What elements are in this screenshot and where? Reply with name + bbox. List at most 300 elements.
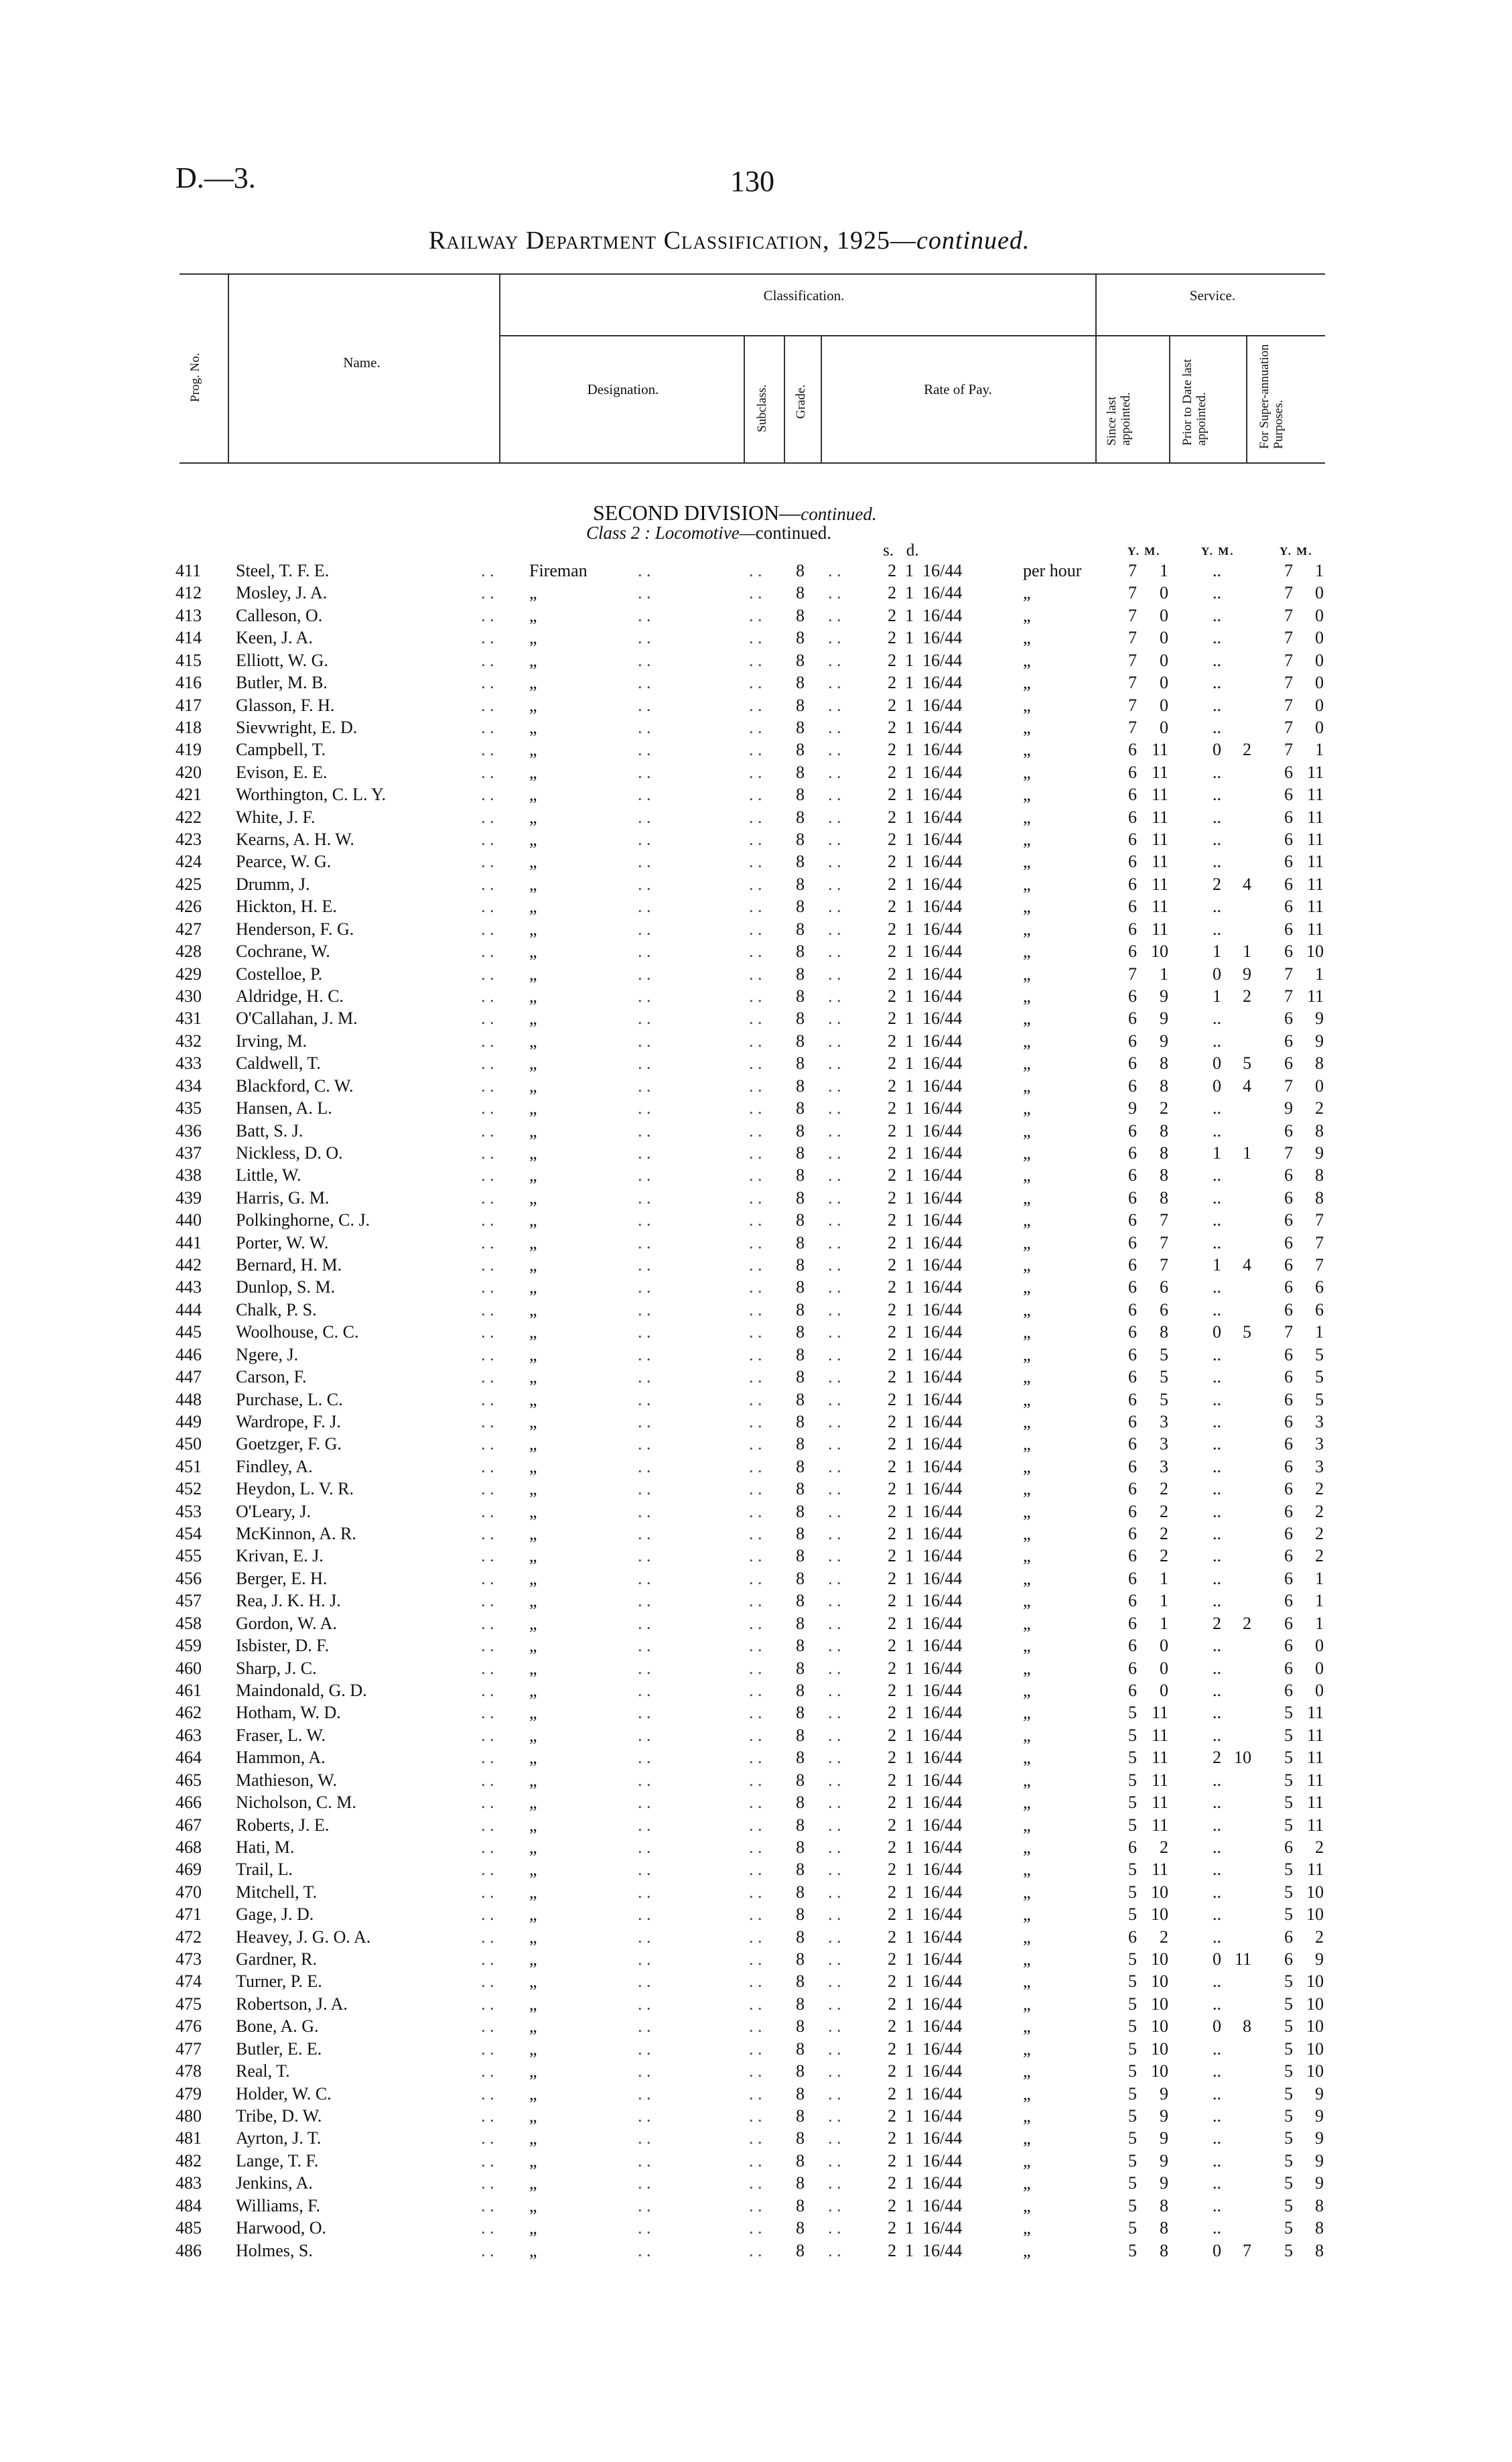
dot-leader: . . (481, 1143, 494, 1163)
dot-leader: . . (638, 2240, 651, 2260)
since-months-cell: 7 (1160, 1232, 1168, 1252)
table-row (0, 940, 1512, 963)
dot-leader: . . (828, 762, 841, 782)
rate-cell: 2 1 16/44 (888, 1501, 963, 1521)
dot-leader: . . (638, 1681, 651, 1700)
prior-years-cell: .. (1213, 1031, 1221, 1051)
super-years-cell: 6 (1284, 1591, 1293, 1611)
dot-leader: . . (828, 2173, 841, 2193)
page-number: 130 (730, 165, 774, 198)
since-years-cell: 6 (1128, 1636, 1137, 1656)
since-years-cell: 6 (1128, 1568, 1137, 1588)
since-months-cell: 2 (1160, 1927, 1168, 1947)
super-months-cell: 1 (1315, 561, 1324, 580)
rate-unit-cell: „ (1023, 1456, 1031, 1476)
grade-cell: 8 (796, 762, 805, 782)
super-years-cell: 5 (1284, 2195, 1293, 2215)
rate-cell: 2 1 16/44 (888, 785, 963, 805)
rate-cell: 2 1 16/44 (888, 1120, 963, 1141)
prior-years-cell: .. (1213, 1703, 1221, 1723)
rate-unit-cell: „ (1023, 650, 1031, 670)
name-cell: Dunlop, S. M. (236, 1277, 336, 1297)
prog-no-cell: 478 (176, 2061, 202, 2081)
name-cell: Fraser, L. W. (236, 1725, 326, 1745)
dot-leader: . . (828, 1882, 841, 1902)
since-years-cell: 5 (1128, 1703, 1137, 1723)
designation-cell: „ (529, 852, 537, 872)
super-months-cell: 6 (1315, 1299, 1324, 1319)
prog-no-cell: 424 (176, 852, 202, 872)
since-years-cell: 7 (1128, 561, 1137, 580)
dot-leader: . . (638, 1344, 651, 1364)
super-years-cell: 6 (1284, 1232, 1293, 1252)
rate-unit-cell: „ (1023, 919, 1031, 939)
table-row (0, 1500, 1512, 1523)
rate-cell: 2 1 16/44 (888, 1591, 963, 1611)
since-years-cell: 6 (1128, 1344, 1137, 1364)
super-months-cell: 0 (1315, 1681, 1324, 1700)
rate-cell: 2 1 16/44 (888, 1994, 963, 2014)
name-cell: Steel, T. F. E. (236, 561, 330, 580)
dot-leader: . . (481, 762, 494, 782)
dot-leader: . . (481, 717, 494, 737)
super-months-cell: 7 (1315, 1232, 1324, 1252)
rate-cell: 2 1 16/44 (888, 583, 963, 603)
dot-leader: . . (638, 1904, 651, 1925)
header-prog-no: Prog. No. (188, 352, 202, 402)
super-years-cell: 6 (1284, 1434, 1293, 1454)
rate-unit-cell: „ (1023, 695, 1031, 715)
super-months-cell: 5 (1315, 1344, 1324, 1364)
since-years-cell: 7 (1128, 605, 1137, 625)
header-divider (821, 335, 822, 462)
rate-cell: 2 1 16/44 (888, 1681, 963, 1700)
table-row (0, 1679, 1512, 1702)
table-row (0, 2105, 1512, 2128)
since-months-cell: 8 (1160, 1120, 1168, 1141)
rate-unit-cell: „ (1023, 1344, 1031, 1364)
dot-leader: . . (828, 1344, 841, 1364)
prior-months-cell: 4 (1243, 1076, 1251, 1096)
rate-cell: 2 1 16/44 (888, 830, 963, 850)
since-months-cell: 11 (1151, 1815, 1168, 1835)
designation-cell: „ (529, 1322, 537, 1342)
rate-cell: 2 1 16/44 (888, 1860, 963, 1880)
table-row (0, 1187, 1512, 1210)
dot-leader: . . (638, 1524, 651, 1544)
since-years-cell: 6 (1128, 1367, 1137, 1387)
since-months-cell: 2 (1160, 1546, 1168, 1566)
dot-leader: . . (828, 2038, 841, 2059)
designation-cell: „ (529, 1255, 537, 1275)
since-years-cell: 6 (1128, 852, 1137, 872)
dot-leader: . . (481, 1971, 494, 1992)
dot-leader: . . (828, 628, 841, 648)
rate-cell: 2 1 16/44 (888, 1456, 963, 1476)
rate-cell: 2 1 16/44 (888, 1367, 963, 1387)
name-cell: Heavey, J. G. O. A. (236, 1927, 371, 1947)
rate-cell: 2 1 16/44 (888, 2240, 963, 2260)
dot-leader: . . (481, 1411, 494, 1431)
since-years-cell: 5 (1128, 1994, 1137, 2014)
since-years-cell: 5 (1128, 2218, 1137, 2238)
dot-leader: . . (828, 695, 841, 715)
name-cell: Evison, E. E. (236, 762, 328, 782)
since-years-cell: 6 (1128, 1434, 1137, 1454)
dot-leader: . . (828, 1725, 841, 1745)
super-months-cell: 8 (1315, 1165, 1324, 1185)
name-cell: Goetzger, F. G. (236, 1434, 342, 1454)
super-months-cell: 1 (1315, 964, 1324, 984)
table-row (0, 1097, 1512, 1120)
since-months-cell: 11 (1151, 1793, 1168, 1813)
since-years-cell: 6 (1128, 1658, 1137, 1678)
name-cell: Turner, P. E. (236, 1971, 322, 1992)
dot-leader: . . (638, 605, 651, 625)
prior-years-cell: .. (1213, 1232, 1221, 1252)
since-years-cell: 6 (1128, 1143, 1137, 1163)
since-years-cell: 6 (1128, 807, 1137, 827)
prog-no-cell: 430 (176, 986, 202, 1006)
grade-cell: 8 (796, 1613, 805, 1633)
prior-years-cell: .. (1213, 1299, 1221, 1319)
super-months-cell: 9 (1315, 2128, 1324, 2148)
super-months-cell: 11 (1306, 762, 1324, 782)
grade-cell: 8 (796, 1120, 805, 1141)
super-years-cell: 6 (1284, 1210, 1293, 1230)
prog-no-cell: 483 (176, 2173, 202, 2193)
rate-unit-cell: „ (1023, 605, 1031, 625)
name-cell: Wardrope, F. J. (236, 1411, 341, 1431)
grade-cell: 8 (796, 1501, 805, 1521)
prior-months-cell: 4 (1243, 874, 1251, 894)
since-years-cell: 6 (1128, 1232, 1137, 1252)
super-years-cell: 6 (1284, 1367, 1293, 1387)
super-years-cell: 6 (1284, 1344, 1293, 1364)
super-years-cell: 6 (1284, 942, 1293, 962)
name-cell: Hickton, H. E. (236, 897, 337, 917)
rate-cell: 2 1 16/44 (888, 2150, 963, 2171)
dot-leader: . . (828, 874, 841, 894)
grade-cell: 8 (796, 942, 805, 962)
prog-no-cell: 421 (176, 785, 202, 805)
designation-cell: „ (529, 1411, 537, 1431)
dot-leader: . . (481, 1591, 494, 1611)
since-months-cell: 7 (1160, 1210, 1168, 1230)
prior-months-cell: 2 (1243, 740, 1251, 760)
dot-leader: . . (638, 919, 651, 939)
prior-years-cell: .. (1213, 1456, 1221, 1476)
dot-leader: . . (749, 830, 762, 850)
dot-leader: . . (638, 1748, 651, 1768)
table-row (0, 1366, 1512, 1388)
designation-cell: „ (529, 1591, 537, 1611)
name-cell: Heydon, L. V. R. (236, 1479, 354, 1499)
rate-unit-cell: „ (1023, 673, 1031, 693)
rate-unit-cell: „ (1023, 717, 1031, 737)
prior-years-cell: .. (1213, 1725, 1221, 1745)
dot-leader: . . (749, 874, 762, 894)
since-months-cell: 9 (1160, 2128, 1168, 2148)
prog-no-cell: 477 (176, 2038, 202, 2059)
dot-leader: . . (481, 1613, 494, 1633)
rate-unit-cell: „ (1023, 1479, 1031, 1499)
prior-years-cell: .. (1213, 1367, 1221, 1387)
name-cell: Caldwell, T. (236, 1053, 321, 1074)
dot-leader: . . (828, 1591, 841, 1611)
table-row (0, 2240, 1512, 2262)
designation-cell: „ (529, 583, 537, 603)
dot-leader: . . (749, 852, 762, 872)
designation-cell: „ (529, 1546, 537, 1566)
dot-leader: . . (481, 1076, 494, 1096)
dot-leader: . . (749, 1994, 762, 2014)
prog-no-cell: 448 (176, 1389, 202, 1409)
prior-years-cell: .. (1213, 1636, 1221, 1656)
dot-leader: . . (481, 964, 494, 984)
rate-unit-cell: per hour (1023, 561, 1082, 580)
class-suffix: continued. (755, 523, 831, 543)
super-months-cell: 9 (1315, 1949, 1324, 1969)
prior-years-cell: .. (1213, 2038, 1221, 2059)
name-cell: Gardner, R. (236, 1949, 317, 1969)
table-row (0, 649, 1512, 672)
super-months-cell: 7 (1315, 1210, 1324, 1230)
designation-cell: „ (529, 1053, 537, 1074)
dot-leader: . . (749, 1456, 762, 1476)
header-divider (499, 273, 500, 462)
name-cell: Purchase, L. C. (236, 1389, 343, 1409)
dot-leader: . . (749, 785, 762, 805)
dot-leader: . . (481, 1658, 494, 1678)
super-years-cell: 6 (1284, 1568, 1293, 1588)
super-years-cell: 5 (1284, 2240, 1293, 2260)
dot-leader: . . (828, 1031, 841, 1051)
since-years-cell: 6 (1128, 1076, 1137, 1096)
table-row (0, 895, 1512, 918)
since-months-cell: 2 (1160, 1524, 1168, 1544)
dot-leader: . . (638, 1098, 651, 1118)
dot-leader: . . (481, 1860, 494, 1880)
dot-leader: . . (749, 1031, 762, 1051)
dot-leader: . . (481, 1501, 494, 1521)
name-cell: Sievwright, E. D. (236, 717, 358, 737)
rate-cell: 2 1 16/44 (888, 2128, 963, 2148)
since-years-cell: 6 (1128, 762, 1137, 782)
header-rate-of-pay: Rate of Pay. (924, 381, 992, 397)
dot-leader: . . (828, 1770, 841, 1790)
rate-unit-cell: „ (1023, 1299, 1031, 1319)
prior-years-cell: .. (1213, 2173, 1221, 2193)
dot-leader: . . (481, 605, 494, 625)
since-years-cell: 5 (1128, 1971, 1137, 1992)
prog-no-cell: 453 (176, 1501, 202, 1521)
dot-leader: . . (638, 650, 651, 670)
prog-no-cell: 439 (176, 1187, 202, 1208)
designation-cell: „ (529, 1793, 537, 1813)
grade-cell: 8 (796, 1681, 805, 1700)
dot-leader: . . (749, 1367, 762, 1387)
super-years-cell: 6 (1284, 1187, 1293, 1208)
super-months-cell: 8 (1315, 1187, 1324, 1208)
dot-leader: . . (749, 1793, 762, 1813)
designation-cell: „ (529, 807, 537, 827)
since-months-cell: 8 (1160, 1143, 1168, 1163)
dot-leader: . . (638, 1031, 651, 1051)
prior-years-cell: 0 (1213, 1076, 1221, 1096)
super-years-cell: 7 (1284, 1143, 1293, 1163)
rate-cell: 2 1 16/44 (888, 874, 963, 894)
dot-leader: . . (749, 919, 762, 939)
super-years-cell: 6 (1284, 1479, 1293, 1499)
since-years-cell: 6 (1128, 1524, 1137, 1544)
rate-cell: 2 1 16/44 (888, 717, 963, 737)
prog-no-cell: 416 (176, 673, 202, 693)
dot-leader: . . (481, 1232, 494, 1252)
dot-leader: . . (749, 1255, 762, 1275)
dot-leader: . . (481, 1031, 494, 1051)
dot-leader: . . (638, 1434, 651, 1454)
since-years-cell: 5 (1128, 2083, 1137, 2103)
since-months-cell: 5 (1160, 1344, 1168, 1364)
super-years-cell: 5 (1284, 1793, 1293, 1813)
super-months-cell: 3 (1315, 1434, 1324, 1454)
rate-unit-cell: „ (1023, 1703, 1031, 1723)
dot-leader: . . (481, 695, 494, 715)
dot-leader: . . (638, 1187, 651, 1208)
ym-label-super: Y. M. (1280, 545, 1313, 558)
grade-cell: 8 (796, 785, 805, 805)
prior-years-cell: 1 (1213, 986, 1221, 1006)
rate-cell: 2 1 16/44 (888, 1904, 963, 1925)
since-months-cell: 8 (1160, 2240, 1168, 2260)
dot-leader: . . (749, 1725, 762, 1745)
dot-leader: . . (749, 717, 762, 737)
dot-leader: . . (638, 964, 651, 984)
super-months-cell: 10 (1306, 1882, 1324, 1902)
super-years-cell: 6 (1284, 874, 1293, 894)
super-months-cell: 11 (1306, 874, 1324, 894)
rate-unit-cell: „ (1023, 1904, 1031, 1925)
super-months-cell: 10 (1306, 2038, 1324, 2059)
table-row (0, 1567, 1512, 1590)
super-months-cell: 10 (1306, 2061, 1324, 2081)
grade-cell: 8 (796, 695, 805, 715)
prog-no-cell: 427 (176, 919, 202, 939)
since-years-cell: 7 (1128, 695, 1137, 715)
since-years-cell: 6 (1128, 740, 1137, 760)
rate-cell: 2 1 16/44 (888, 1098, 963, 1118)
class-label: Class 2 : (586, 523, 651, 543)
prior-years-cell: .. (1213, 2083, 1221, 2103)
designation-cell: „ (529, 1479, 537, 1499)
prior-years-cell: .. (1213, 1009, 1221, 1029)
since-months-cell: 9 (1160, 1009, 1168, 1029)
dot-leader: . . (481, 650, 494, 670)
super-years-cell: 6 (1284, 1411, 1293, 1431)
grade-cell: 8 (796, 830, 805, 850)
designation-cell: „ (529, 874, 537, 894)
table-row (0, 2083, 1512, 2105)
header-divider (1169, 335, 1170, 462)
since-years-cell: 7 (1128, 964, 1137, 984)
name-cell: O'Leary, J. (236, 1501, 312, 1521)
dot-leader: . . (481, 1367, 494, 1387)
name-cell: Mosley, J. A. (236, 583, 328, 603)
dot-leader: . . (638, 2195, 651, 2215)
grade-cell: 8 (796, 1255, 805, 1275)
name-cell: O'Callahan, J. M. (236, 1009, 358, 1029)
prior-years-cell: .. (1213, 830, 1221, 850)
name-cell: Ngere, J. (236, 1344, 299, 1364)
dot-leader: . . (749, 1591, 762, 1611)
prior-years-cell: .. (1213, 852, 1221, 872)
grade-cell: 8 (796, 1837, 805, 1857)
rate-unit-cell: „ (1023, 897, 1031, 917)
dot-leader: . . (638, 830, 651, 850)
table-row (0, 582, 1512, 604)
dot-leader: . . (638, 1322, 651, 1342)
prog-no-cell: 426 (176, 897, 202, 917)
prior-months-cell: 7 (1243, 2240, 1251, 2260)
since-months-cell: 8 (1160, 1165, 1168, 1185)
since-years-cell: 5 (1128, 2240, 1137, 2260)
dot-leader: . . (828, 897, 841, 917)
dot-leader: . . (481, 2016, 494, 2036)
table-row (0, 1478, 1512, 1500)
grade-cell: 8 (796, 1793, 805, 1813)
table-row (0, 1970, 1512, 1993)
dot-leader: . . (828, 1904, 841, 1925)
table-row (0, 2060, 1512, 2083)
since-years-cell: 6 (1128, 1389, 1137, 1409)
designation-cell: „ (529, 762, 537, 782)
dot-leader: . . (749, 1322, 762, 1342)
grade-cell: 8 (796, 1882, 805, 1902)
name-cell: Findley, A. (236, 1456, 313, 1476)
dot-leader: . . (638, 1009, 651, 1029)
rate-unit-cell: „ (1023, 2038, 1031, 2059)
dot-leader: . . (749, 673, 762, 693)
dot-leader: . . (638, 807, 651, 827)
grade-cell: 8 (796, 1591, 805, 1611)
designation-cell: „ (529, 1277, 537, 1297)
dot-leader: . . (828, 2218, 841, 2238)
header-top-rule (180, 273, 1325, 275)
dot-leader: . . (638, 1860, 651, 1880)
super-months-cell: 11 (1306, 1793, 1324, 1813)
grade-cell: 8 (796, 1098, 805, 1118)
table-row (0, 694, 1512, 717)
name-cell: Pearce, W. G. (236, 852, 332, 872)
dot-leader: . . (828, 1299, 841, 1319)
dot-leader: . . (749, 628, 762, 648)
dot-leader: . . (481, 1994, 494, 2014)
grade-cell: 8 (796, 1187, 805, 1208)
super-months-cell: 0 (1315, 1636, 1324, 1656)
prior-years-cell: .. (1213, 1501, 1221, 1521)
designation-cell: „ (529, 695, 537, 715)
header-subclass: Subclass. (755, 384, 769, 432)
since-months-cell: 0 (1160, 628, 1168, 648)
rate-unit-cell: „ (1023, 942, 1031, 962)
dot-leader: . . (749, 2038, 762, 2059)
rate-unit-cell: „ (1023, 1277, 1031, 1297)
since-months-cell: 10 (1151, 1882, 1168, 1902)
prog-no-cell: 437 (176, 1143, 202, 1163)
grade-cell: 8 (796, 1434, 805, 1454)
designation-cell: „ (529, 1389, 537, 1409)
